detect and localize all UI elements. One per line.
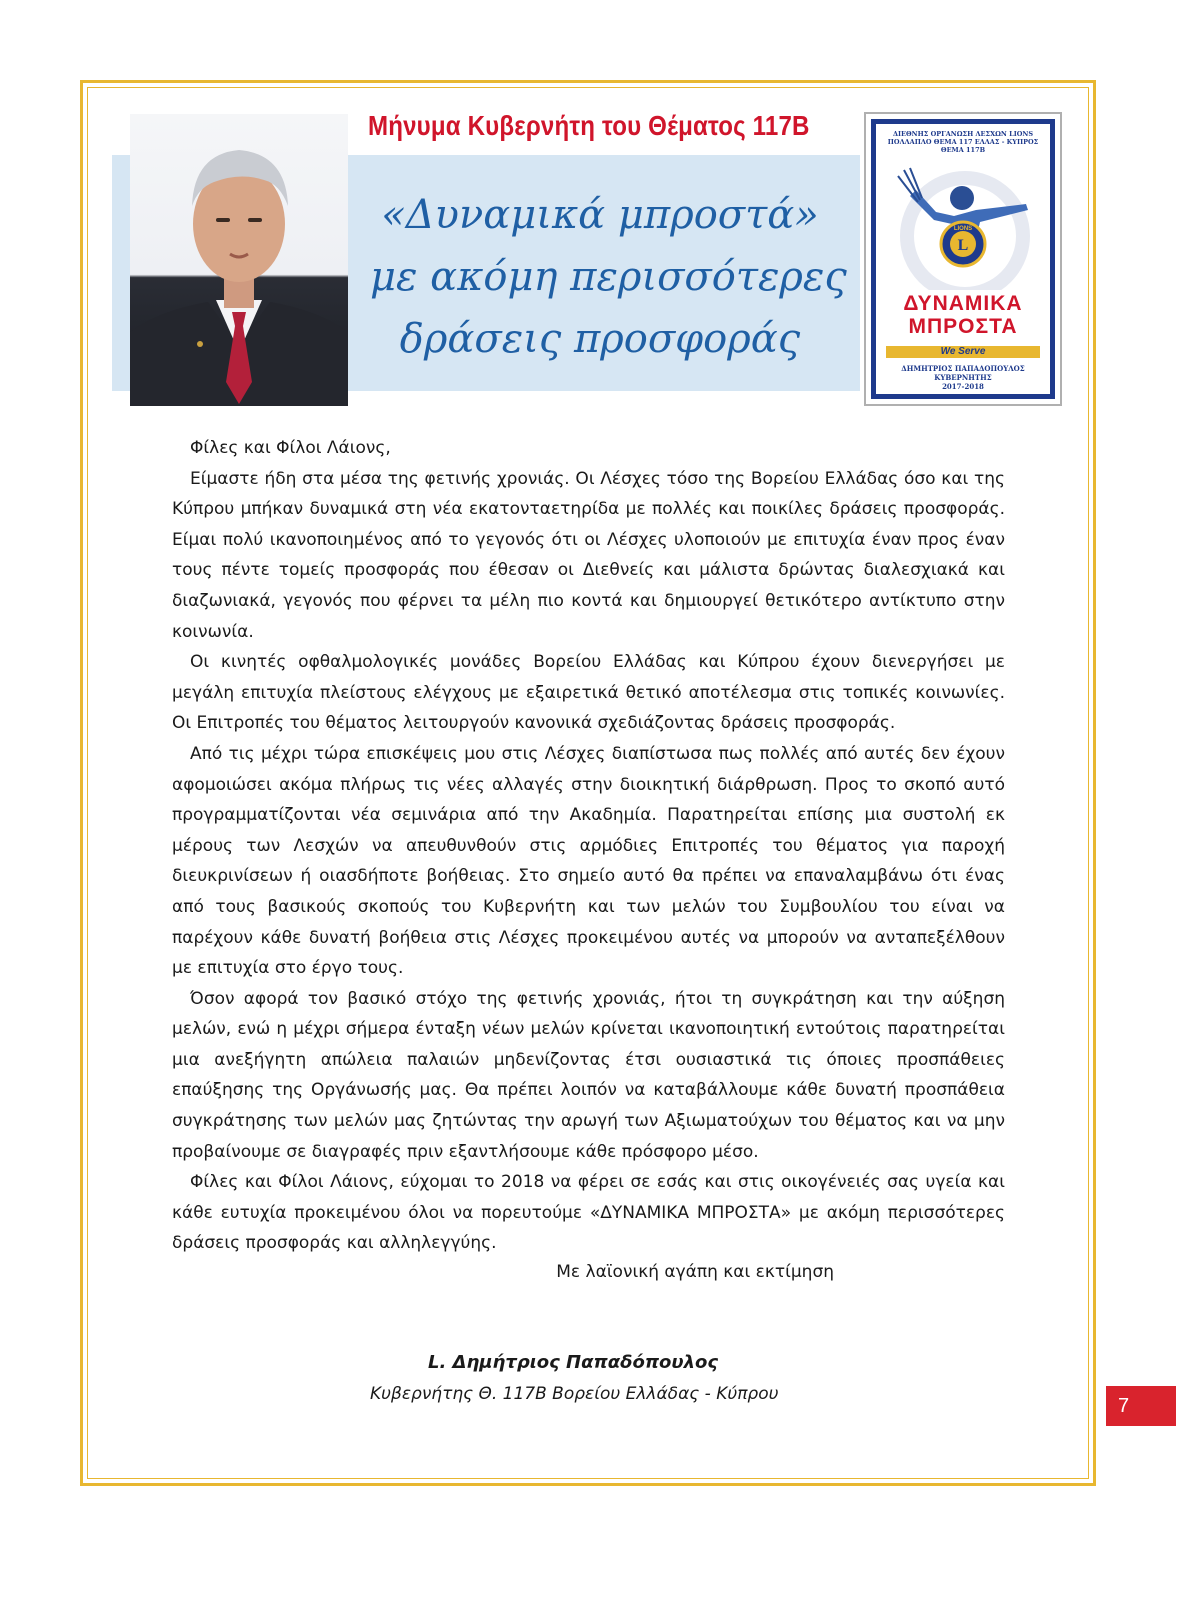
signature-name: L. Δημήτριος Παπαδόπουλος [427,1352,719,1373]
poster-org-text [876,130,1050,154]
page-number-tab: 7 [1106,1386,1176,1426]
poster-top-line: ΘΕΜΑ 117Β [940,146,986,154]
poster-motto: We Serve [886,346,1040,358]
poster-border [871,119,1055,399]
signature-title: Κυβερνήτης Θ. 117Β Βορείου Ελλάδας - Κύπρου [370,1384,779,1404]
heading-line: με ακόμη περισσότερες [370,254,847,300]
poster-top-line: ΔΙΕΘΝΗΣ ΟΡΓΑΝΩΣΗ ΛΕΣΧΩΝ LIONS [892,130,1034,138]
letter-closing: Με λαϊονική αγάπη και εκτίμηση [556,1262,834,1282]
letter-paragraph: Φίλες και Φίλοι Λάιονς, εύχομαι το 2018 να φέρει σε εσάς και στις οικογένειές σας υγεία και κάθε ευτυχία προκειμένου όλοι να πορευτούμε «ΔΥΝΑΜΙΚΑ ΜΠΡΟΣΤΑ» με ακόμη περισσότερες δράσεις προσφοράς και αλληλεγγύης. [172,1172,1005,1254]
letter-body [172,433,1005,1259]
main-heading [370,184,847,370]
governor-photo [130,114,348,406]
poster-name-line: 2017-2018 [942,382,984,391]
letter-paragraph: Από τις μέχρι τώρα επισκέψεις μου στις Λέσχες διαπίστωσα πως πολλές από αυτές δεν έχουν αφομοιώσει ακόμα πλήρως τις νέες αλλαγές στην διοικητική διάρθρωση. Προς το σκοπό αυτό προγραμματίζονται νέα σεμινάρια από την Ακαδημία. Παρατηρείται επίσης μια συστολή εκ μέρους των Λεσχών να απευθυνθούν στις αρμόδιες Επιτροπές του θέματος για παροχή διευκρινίσεων ή οιασδήποτε βοήθειας. Στο σημείο αυτό θα πρέπει να επαναλαμβάνω ότι ένας από τους βασικούς σκοπούς του Κυβερνήτη και των μελών του Συμβουλίου του είναι να παρέχουν κάθε δυνατή βοήθεια στις Λέσχες προκειμένου αυτές να μπορούν να ανταπεξέλθουν με επιτυχία στο έργο τους. [172,743,1005,979]
letter-paragraph: Είμαστε ήδη στα μέσα της φετινής χρονιάς. Οι Λέσχες τόσο της Βορείου Ελλάδας όσο και της Κύπρου μπήκαν δυναμικά στη νέα εκατονταετηρίδα με πολλές και ποικίλες δράσεις προσφοράς. Είμαι πολύ ικανοποιημένος από το γεγονός ότι οι Λέσχες υλοποιούν με επιτυχία έναν προς έναν τους πέντε τομείς προσφοράς που έθεσαν οι Διεθνείς και μάλιστα δρώντας διαλεσχιακά και διαζωνιακά, γεγονός που φέρνει τα μέλη πιο κοντά και δημιουργεί θετικότερο αντίκτυπο στην κοινωνία. [172,468,1005,642]
header-title: Μήνυμα Κυβερνήτη του Θέματος 117Β [368,110,810,141]
letter-paragraph: Όσον αφορά τον βασικό στόχο της φετινής χρονιάς, ήτοι τη συγκράτηση και την αύξηση μελών, ενώ η μέχρι σήμερα ένταξη νέων μελών κρίνεται ικανοποιητική εντούτοις παρατηρείται μια ανεξήγητη απώλεια παλαιών μηδενίζοντας έτσι ουσιαστικά τις όποιες προσπάθειες επαύξησης της Οργάνωσής μας. Θα πρέπει λοιπόν να καταβάλλουμε κάθε δυνατή προσπάθεια συγκράτησης των μελών μας ζητώντας την αρωγή των Αξιωματούχων του θέματος και να μην προβαίνουμε σε διαγραφές πριν εξαντλήσουμε κάθε πρόσφορο μέσο. [172,988,1005,1162]
poster-top-line: ΠΟΛΛΑΠΛΟ ΘΕΜΑ 117 ΕΛΛΑΣ - ΚΥΠΡΟΣ [887,138,1039,146]
heading-line: «Δυναμικά μπροστά» [381,192,819,238]
poster-zeus-graphic [876,160,1054,290]
heading-line: δράσεις προσφοράς [399,316,801,362]
poster-slogan-line: ΔΥΝΑΜΙΚΑ [903,292,1023,315]
poster-emblem-label: LIONS [953,226,973,232]
poster-name-line: ΚΥΒΕΡΝΗΤΗΣ [934,373,992,382]
svg-text:L: L [957,237,969,254]
campaign-poster [864,112,1062,406]
letter-greeting: Φίλες και Φίλοι Λάιονς, [190,438,391,458]
letter-paragraph: Οι κινητές οφθαλμολογικές μονάδες Βορείου Ελλάδας και Κύπρου έχουν διενεργήσει με μεγάλη επιτυχία πλείστους ελέγχους με εξαιρετικά θετικό αποτέλεσμα στις τοπικές κοινωνίες. Οι Επιτροπές του θέματος λειτουργούν κανονικά σχεδιάζοντας δράσεις προσφοράς. [172,652,1005,734]
poster-name-line: ΔΗΜΗΤΡΙΟΣ ΠΑΠΑΔΟΠΟΥΛΟΣ [901,364,1025,373]
poster-slogan [876,292,1050,338]
poster-name-block [876,364,1050,391]
poster-slogan-line: ΜΠΡΟΣΤΑ [908,315,1018,338]
